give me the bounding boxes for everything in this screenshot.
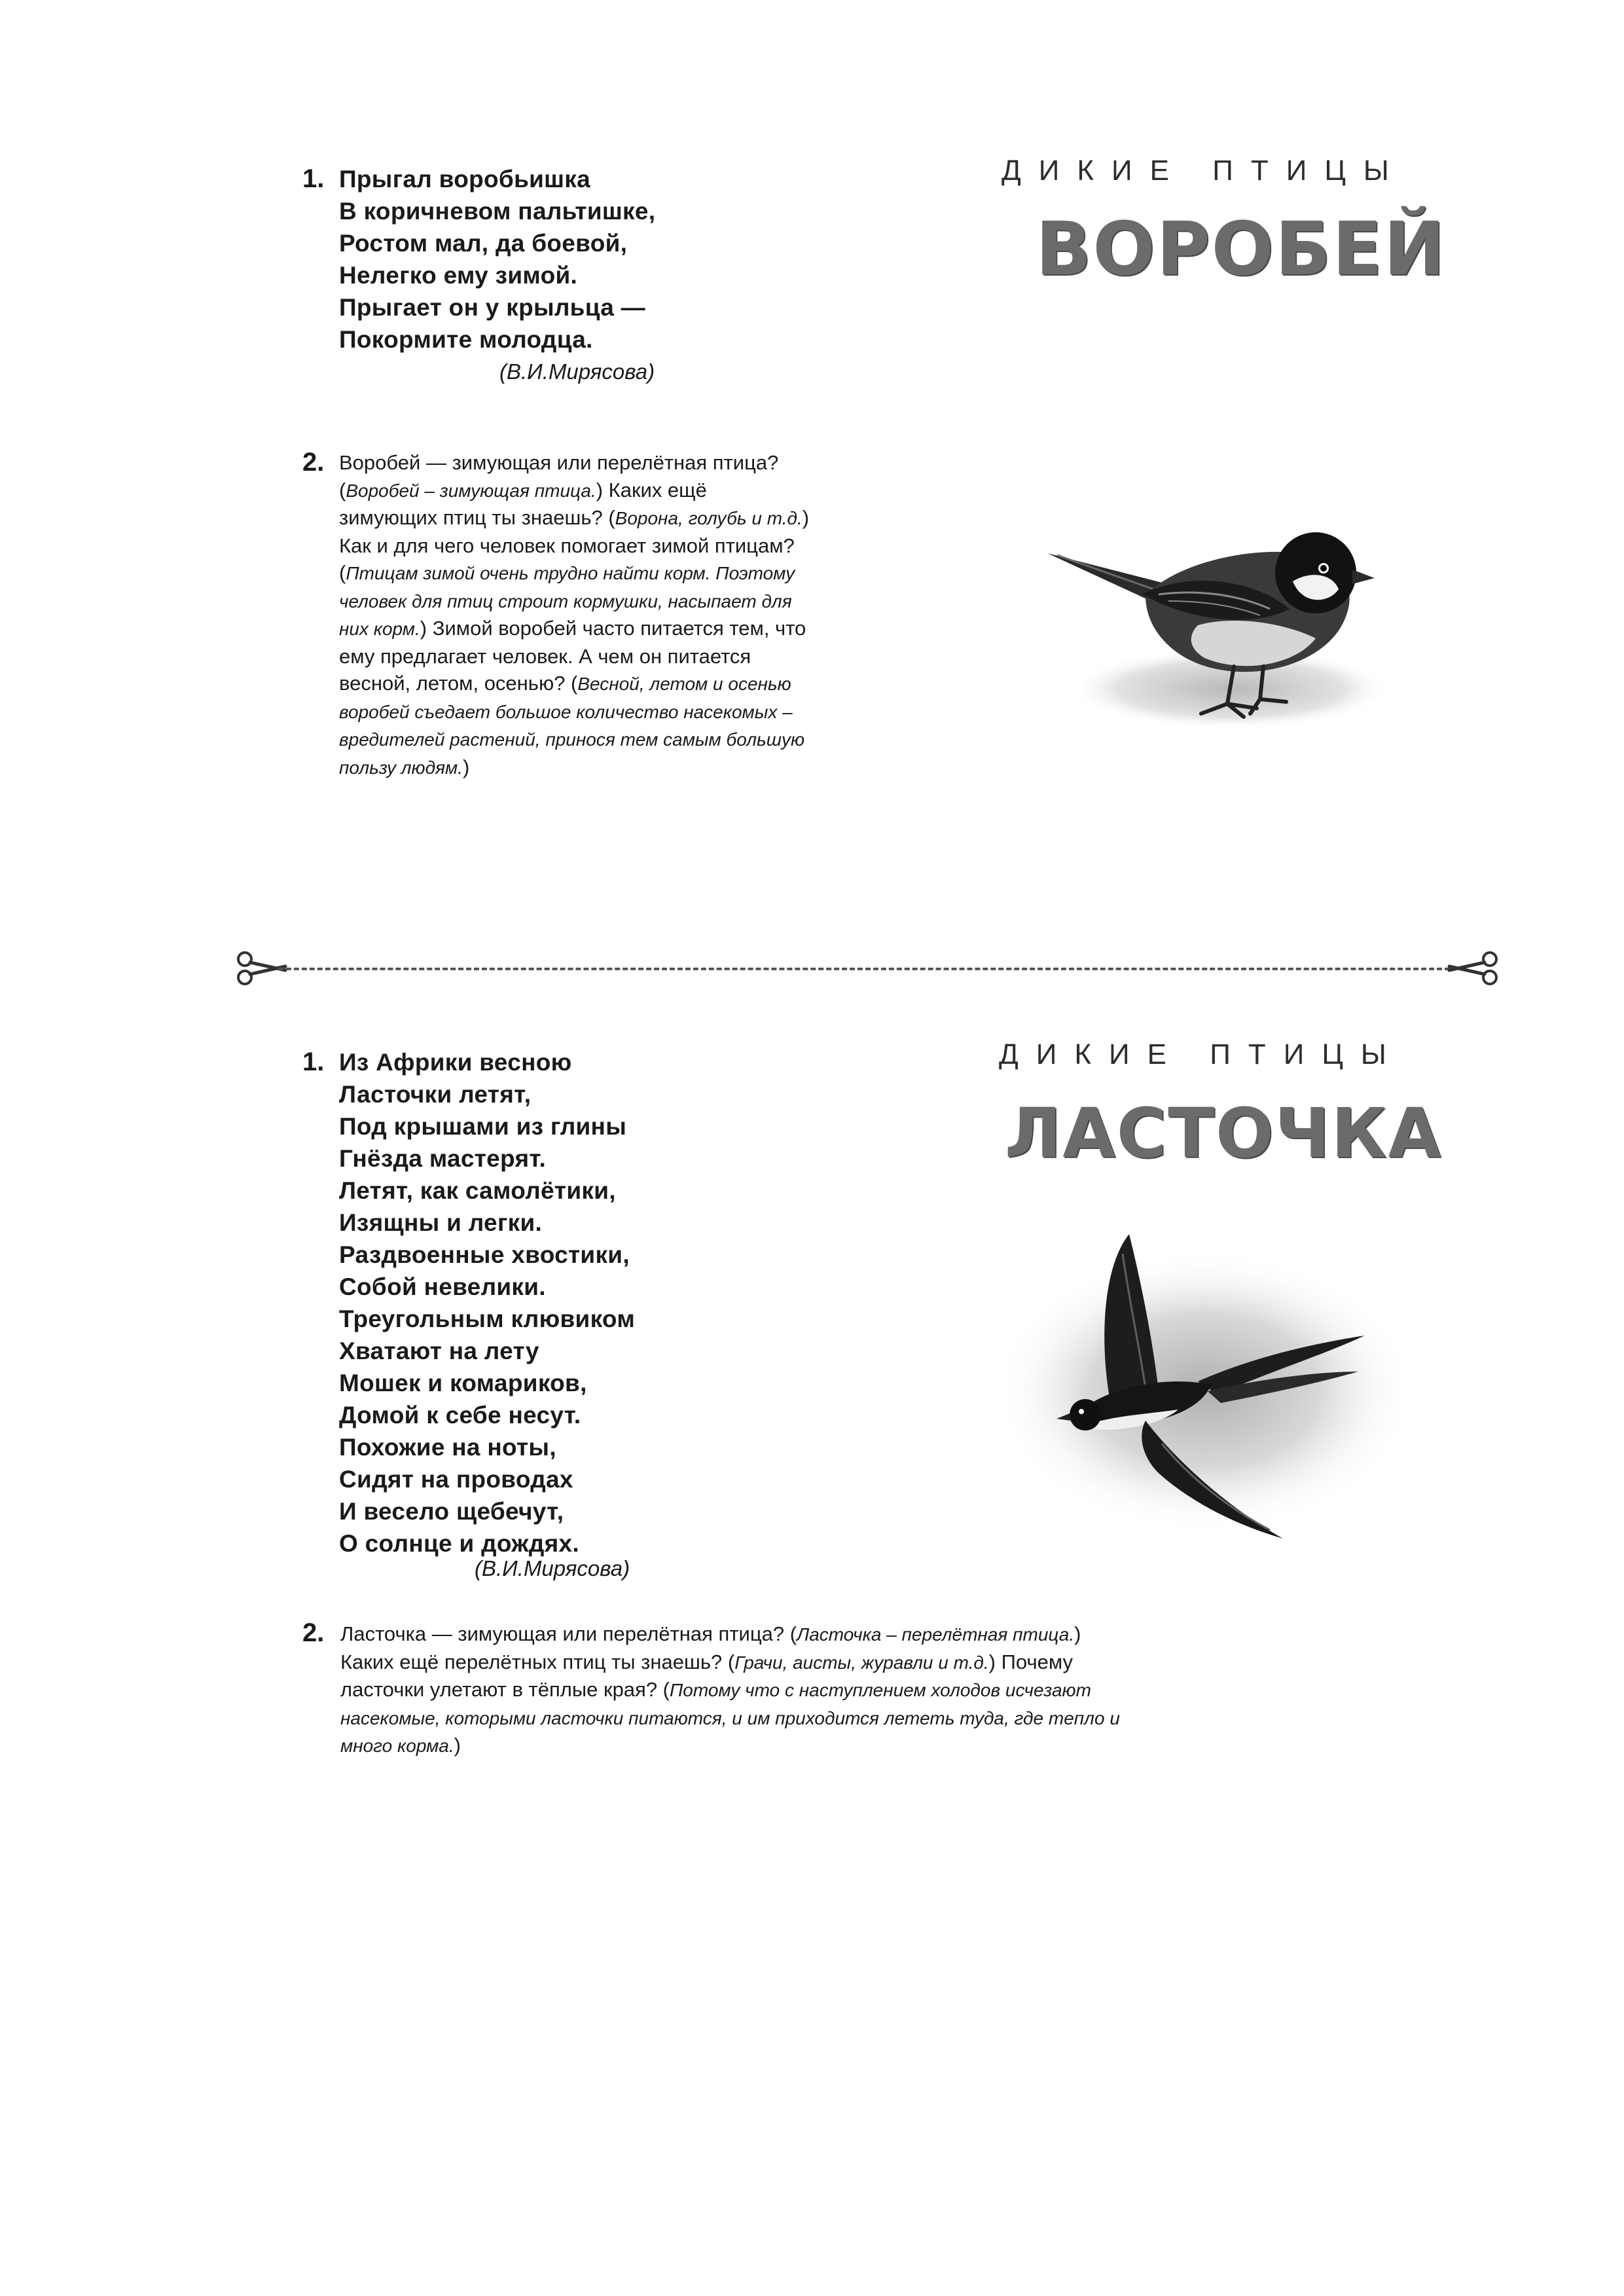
swallow-illustration	[982, 1228, 1440, 1548]
poem-author: (В.И.Мирясова)	[499, 359, 655, 384]
poem-line: В коричневом пальтишке,	[339, 198, 656, 225]
poem-line: Летят, как самолётики,	[339, 1177, 616, 1204]
question-number: 2.	[302, 448, 325, 477]
poem-line: Прыгает он у крыльца —	[339, 294, 645, 321]
card-title: ЛАСТОЧКА	[1005, 1093, 1443, 1173]
poem-line: Нелегко ему зимой.	[339, 262, 578, 289]
swallow-card	[0, 995, 1624, 2296]
poem-line: Покормите молодца.	[339, 326, 593, 353]
poem-line: Хватают на лету	[339, 1338, 539, 1364]
swallow-poem	[339, 1046, 635, 1559]
poem-author: (В.И.Мирясова)	[475, 1556, 630, 1580]
poem-line: Изящны и легки.	[339, 1209, 543, 1236]
poem-line: Мошек и комариков,	[339, 1370, 587, 1396]
poem-number: 1.	[302, 164, 325, 193]
poem-line: О солнце и дождях.	[339, 1530, 579, 1557]
category-label: ДИКИЕ ПТИЦЫ	[1001, 155, 1407, 187]
cut-line	[278, 968, 1450, 970]
poem-line: Под крышами из глины	[339, 1113, 627, 1140]
poem-line: Ласточки летят,	[339, 1081, 532, 1108]
sparrow-card	[0, 0, 1624, 930]
poem-line: Треугольным клювиком	[339, 1305, 635, 1332]
poem-line: Похожие на ноты,	[339, 1434, 556, 1461]
card-title: ВОРОБЕЙ	[1036, 207, 1447, 292]
question-number: 2.	[302, 1618, 325, 1647]
poem-line: Гнёзда мастерят.	[339, 1145, 547, 1172]
poem-number: 1.	[302, 1048, 325, 1076]
category-label: ДИКИЕ ПТИЦЫ	[999, 1038, 1404, 1070]
scissors-right-icon	[1447, 951, 1499, 986]
poem-line: Собой невелики.	[339, 1273, 546, 1300]
poem-line: Прыгал воробьишка	[339, 166, 591, 192]
sparrow-poem	[339, 163, 655, 355]
poem-line: Ростом мал, да боевой,	[339, 230, 628, 257]
poem-line: Домой к себе несут.	[339, 1402, 581, 1429]
poem-line: Раздвоенные хвостики,	[339, 1241, 630, 1268]
sparrow-illustration	[1034, 517, 1401, 740]
poem-line: Сидят на проводах	[339, 1466, 573, 1493]
poem-line: Из Африки весною	[339, 1049, 572, 1076]
swallow-questions: Ласточка — зимующая или перелётная птица? (Ласточка – перелётная птица.) Каких ещё перелётных птиц ты знаешь? (Грачи, аисты, журавли и т.д.) Почему ласточки улетают в тёплые края? (Потому что с наступлением холодов исчезают насекомые, которыми ласточки питаются, и им приходится лететь туда, где тепло и много корма.)	[340, 1622, 1120, 1757]
sparrow-questions: Воробей — зимующая или перелётная птица? (Воробей – зимующая птица.) Каких ещё зимующих птиц ты знаешь? (Ворона, голубь и т.д.) Как и для чего человек помогает зимой птицам? (Птицам зимой очень трудно найти корм. Поэтому человек для птиц строит кормушки, насыпает для них корм.) Зимой воробей часто питается тем, что ему предлагает человек. А чем он питается весной, летом, осенью? (Весной, летом и осенью воробей съедает большое количество насекомых – вредителей растений, принося тем самым большую пользу людям.)	[339, 451, 810, 778]
poem-line: И весело щебечут,	[339, 1498, 564, 1525]
